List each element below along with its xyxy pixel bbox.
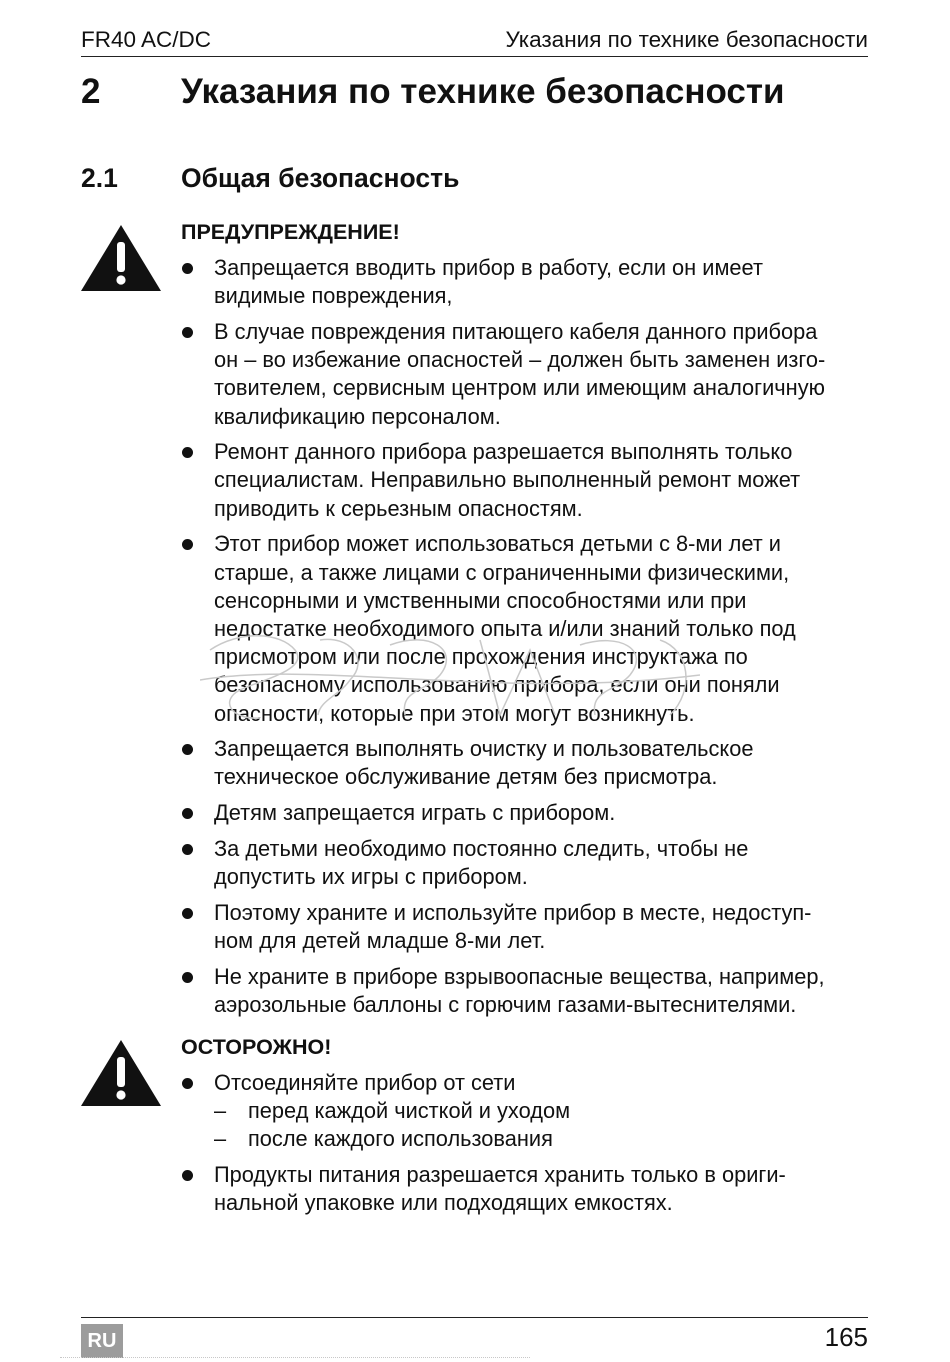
page-number: 165	[824, 1322, 868, 1352]
section-number: 2.1	[81, 163, 118, 193]
list-item-text: Продукты питания разрешается хранить только в ориги- нальной упаковке или подходящих емкостях.	[214, 1162, 786, 1216]
list-item-text: Детям запрещается играть с прибором.	[214, 800, 616, 826]
list-item	[181, 254, 871, 310]
dash-marker: –	[214, 1126, 227, 1152]
footer-divider	[60, 1357, 530, 1361]
list-item-text: Ремонт данного прибора разрешается выполнять только специалистам. Неправильно выполненный ремонт может приводить к серьезным опасностям.	[214, 439, 801, 521]
list-item	[181, 799, 871, 827]
list-item	[181, 530, 871, 727]
list-item-text: Не храните в приборе взрывоопасные вещества, например, аэрозольные баллоны с горючим газами-вытеснителями.	[214, 963, 825, 1017]
sub-list	[214, 1097, 871, 1153]
language-tab: RU	[81, 1324, 123, 1358]
list-item-text: В случае повреждения питающего кабеля данного прибора он – во избежание опасностей – должен быть заменен изго- товителем, сервисным центром или имеющим аналогичную квалификацию персоналом.	[214, 318, 826, 429]
list-item	[181, 318, 871, 431]
list-item-text: Этот прибор может использоваться детьми с 8-ми лет и старше, а также лицами с ограниченными физическими, сенсорными и умственными способностями или при недостатке необходимого опыта и/или знаний только под присмотром или после прохождения инструктажа по безопасному использованию прибора, если они поняли опасности, которые при этом могут возникнуть.	[214, 531, 796, 726]
sub-list-item	[214, 1125, 871, 1153]
list-item-text: Поэтому храните и используйте прибор в месте, недоступ- ном для детей младше 8-ми лет.	[214, 899, 812, 953]
warning-triangle-icon	[80, 224, 162, 292]
list-item-text: Запрещается выполнять очистку и пользовательское техническое обслуживание детям без присмотра.	[214, 736, 754, 790]
warning-triangle-icon	[80, 1039, 162, 1107]
list-item	[181, 899, 871, 955]
list-item	[181, 1161, 871, 1217]
section-title: Общая безопасность	[181, 163, 460, 193]
header-section-title: Указания по технике безопасности	[505, 27, 868, 52]
sub-list-item	[214, 1097, 871, 1125]
page-footer	[81, 1317, 868, 1352]
list-item-text: Отсоединяйте прибор от сети	[214, 1070, 516, 1095]
list-item	[181, 1069, 871, 1154]
list-item-text: Запрещается вводить прибор в работу, если он имеет видимые повреждения,	[214, 255, 763, 309]
sub-list-item-text: перед каждой чисткой и уходом	[248, 1098, 571, 1124]
list-item	[181, 835, 871, 891]
caution-heading: ОСТОРОЖНО!	[181, 1035, 332, 1059]
header-product-name: FR40 AC/DC	[81, 27, 212, 52]
running-header	[81, 22, 868, 57]
caution-list	[181, 1069, 871, 1225]
list-item-text: За детьми необходимо постоянно следить, чтобы не допустить их игры с прибором.	[214, 835, 749, 890]
list-item	[181, 438, 871, 523]
list-item	[181, 735, 871, 791]
warning-heading: ПРЕДУПРЕЖДЕНИЕ!	[181, 220, 400, 244]
warning-list	[181, 254, 871, 1027]
list-item	[181, 963, 871, 1019]
chapter-number: 2	[81, 72, 101, 111]
dash-marker: –	[214, 1098, 227, 1124]
sub-list-item-text: после каждого использования	[248, 1126, 553, 1152]
chapter-title: Указания по технике безопасности	[181, 72, 785, 111]
